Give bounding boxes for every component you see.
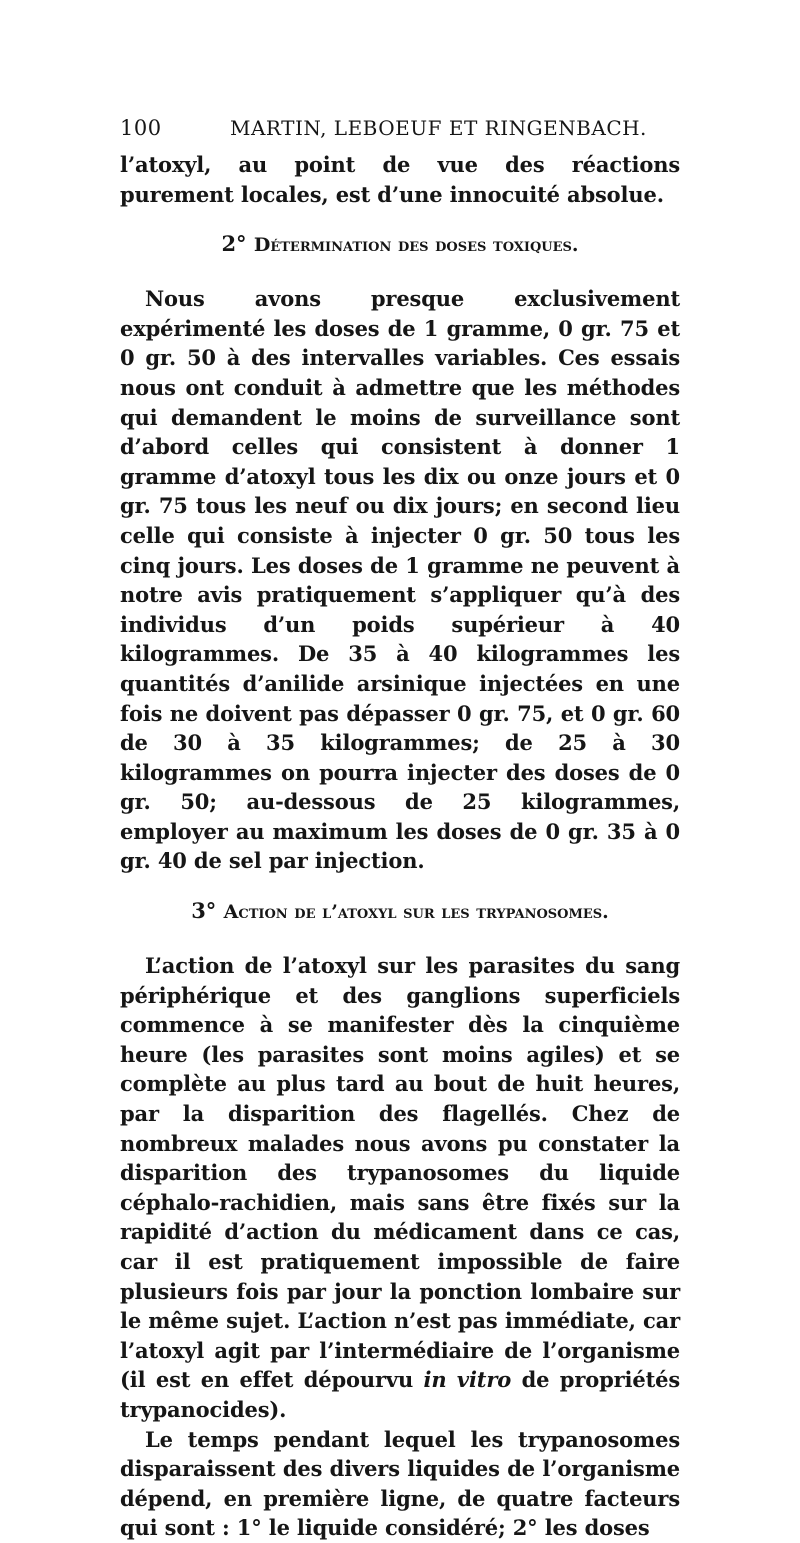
italic-phrase: in vitro bbox=[423, 1367, 512, 1393]
section-number: 2° bbox=[221, 231, 247, 257]
section-title: Détermination des doses toxiques. bbox=[253, 234, 579, 257]
book-page bbox=[120, 116, 680, 1543]
running-title: MARTIN, LEBOEUF ET RINGENBACH. bbox=[230, 116, 647, 140]
paragraph-continuation: l’atoxyl, au point de vue des réactions purement locales, est d’une innocuité absolue. bbox=[120, 152, 680, 207]
running-header bbox=[120, 116, 680, 150]
section-heading-doses bbox=[120, 229, 680, 260]
page-number: 100 bbox=[120, 116, 162, 140]
section-title: Action de l’atoxyl sur les trypanosomes. bbox=[223, 901, 609, 924]
paragraph-disappearance-time: Le temps pendant lequel les trypanosomes disparaissent des divers liquides de l’organisme dépend, en première ligne, de quatre facteurs qui sont : 1° le liquide considéré; 2° les doses bbox=[120, 1426, 680, 1541]
section-number: 3° bbox=[191, 898, 217, 924]
paragraph-text: de propriétés trypanocides). bbox=[120, 1367, 681, 1422]
paragraph-text: L’action de l’atoxyl sur les parasites du sang périphérique et des ganglions superficiels commence à se manifester dès la cinquième heure (les parasites sont moins agiles) et se complète au plus tard au bout de huit heures, par la disparition des flagellés. Chez de nombreux malades nous avons pu constater la disparition des trypanosomes du liquide céphalo-rachidien, mais sans être fixés sur la rapidité d’action du médicament dans ce cas, car il est pratiquement impossible de faire plusieurs fois par jour la ponction lombaire sur le même sujet. L’action n’est pas immédiate, car l’atoxyl agit par l’intermédiaire de l’organisme (il est en effet dépourvu bbox=[120, 953, 680, 1393]
paragraph-dose-methods: Nous avons presque exclusivement expérimenté les doses de 1 gramme, 0 gr. 75 et 0 gr. 50 à des intervalles variables. Ces essais nous ont conduit à admettre que les méthodes qui demandent le moins de surveillance sont d’abord celles qui consistent à donner 1 gramme d’atoxyl tous les dix ou onze jours et 0 gr. 75 tous les neuf ou dix jours; en second lieu celle qui consiste à injecter 0 gr. 50 tous les cinq jours. Les doses de 1 gramme ne peuvent à notre avis pratiquement s’appliquer qu’à des individus d’un poids supérieur à 40 kilogrammes. De 35 à 40 kilogrammes les quantités d’anilide arsinique injectées en une fois ne doivent pas dépasser 0 gr. 75, et 0 gr. 60 de 30 à 35 kilogrammes; de 25 à 30 kilogrammes on pourra injecter des doses de 0 gr. 50; au-dessous de 25 kilogrammes, employer au maximum les doses de 0 gr. 35 à 0 gr. 40 de sel par injection. bbox=[120, 286, 680, 874]
section-heading-trypanosomes bbox=[120, 896, 680, 927]
paragraph-atoxyl-action bbox=[120, 951, 680, 1425]
